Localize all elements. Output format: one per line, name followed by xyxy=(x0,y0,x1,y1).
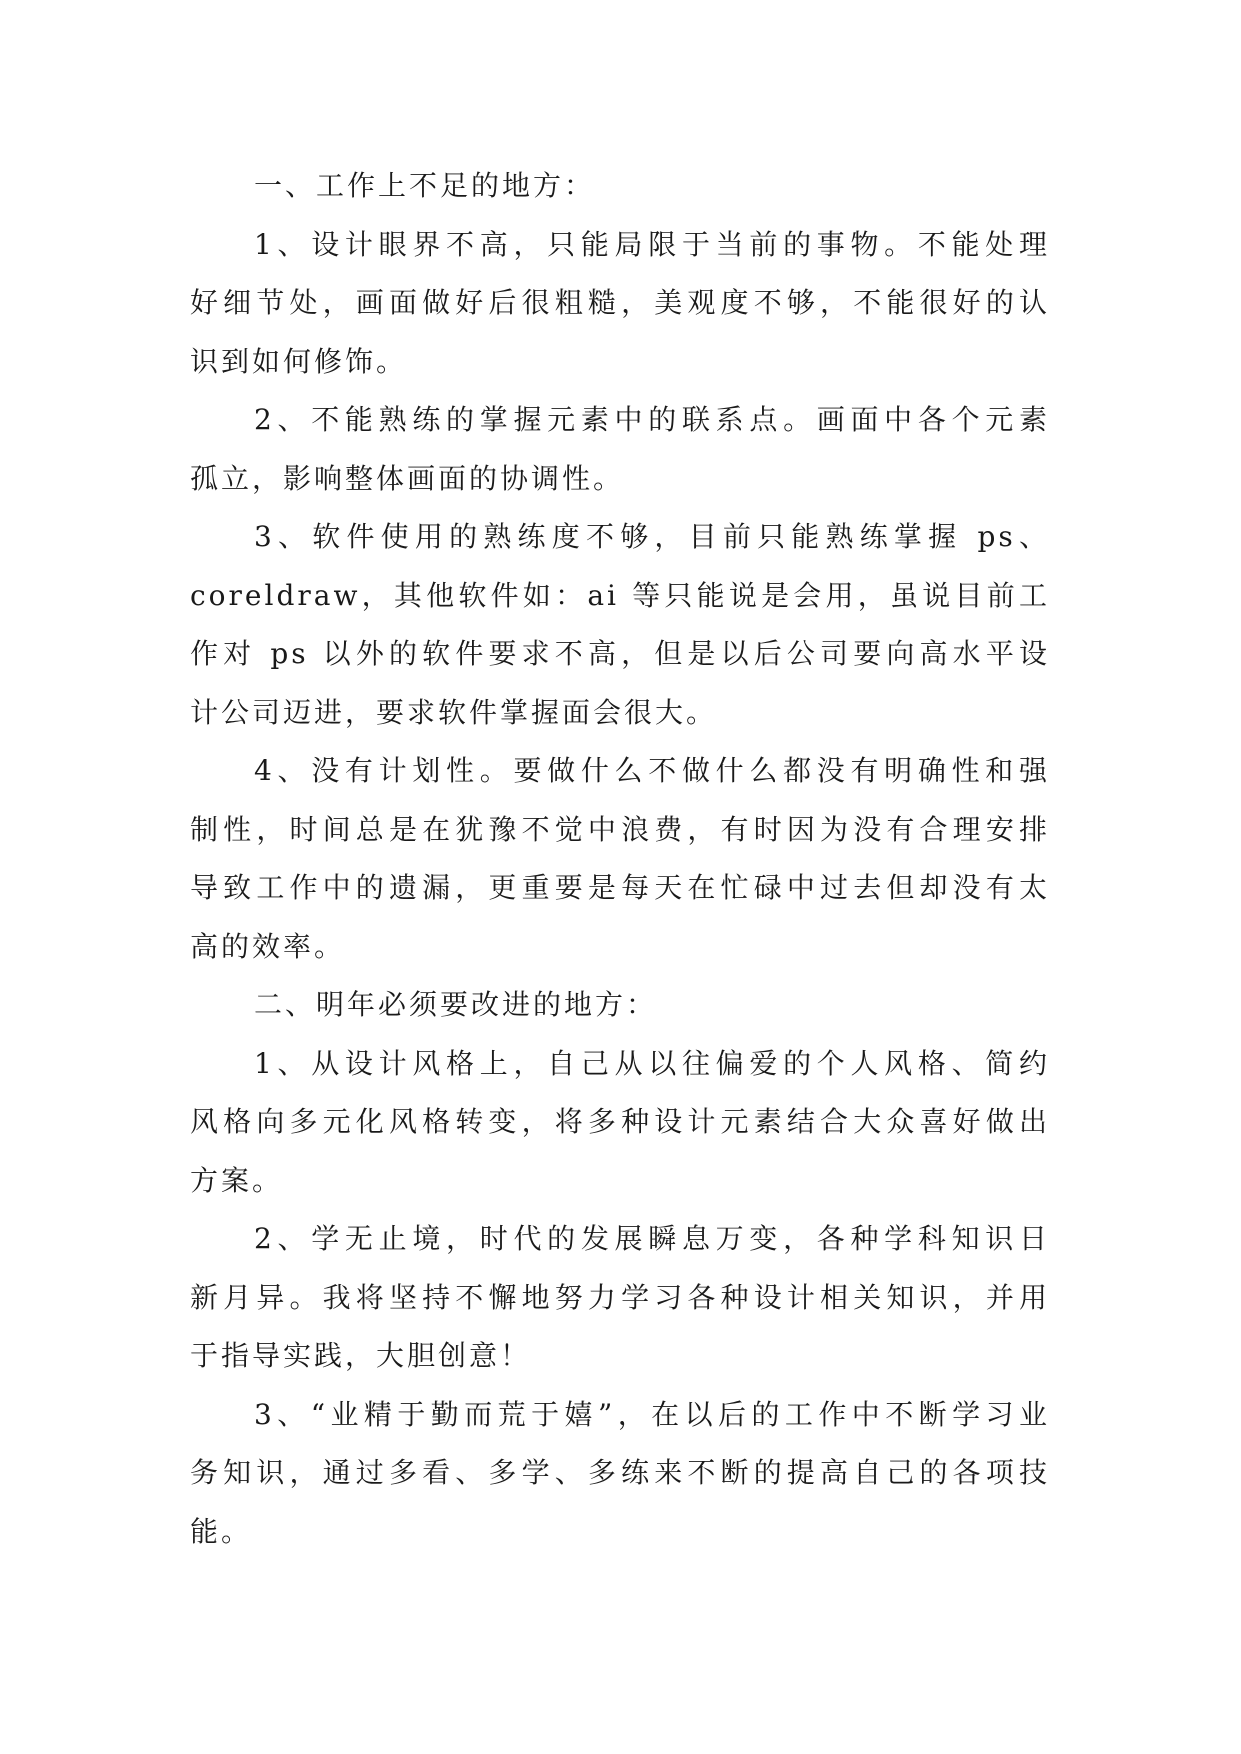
section-heading-shortcomings xyxy=(190,157,1050,216)
paragraph-improvement-2 xyxy=(190,1210,1050,1386)
paragraph-line: 4、没有计划性。要做什么不做什么都没有明确性和强 xyxy=(254,754,1050,787)
paragraph-shortcoming-3 xyxy=(190,508,1050,742)
paragraph-line: 方案。 xyxy=(190,1163,284,1197)
paragraph-line: 计公司迈进，要求软件掌握面会很大。 xyxy=(190,695,718,729)
paragraph-improvement-3 xyxy=(190,1386,1050,1562)
section-heading: 二、明年必须要改进的地方： xyxy=(254,988,658,1021)
paragraph-line: 好细节处，画面做好后很粗糙，美观度不够，不能很好的认 xyxy=(190,286,1050,319)
paragraph-line: 1、设计眼界不高，只能局限于当前的事物。不能处理 xyxy=(254,227,1050,261)
paragraph-improvement-1 xyxy=(190,1035,1050,1211)
paragraph-line: 2、不能熟练的掌握元素中的联系点。画面中各个元素 xyxy=(254,403,1050,436)
paragraph-line: 能。 xyxy=(190,1514,253,1548)
paragraph-line: 制性，时间总是在犹豫不觉中浪费，有时因为没有合理安排 xyxy=(190,812,1050,846)
section-heading: 一、工作上不足的地方： xyxy=(254,169,596,202)
paragraph-line: coreldraw，其他软件如：ai 等只能说是会用，虽说目前工 xyxy=(190,578,1050,612)
paragraph-line: 2、学无止境，时代的发展瞬息万变，各种学科知识日 xyxy=(254,1222,1050,1255)
paragraph-shortcoming-2 xyxy=(190,391,1050,508)
section-heading-improvements xyxy=(190,976,1050,1035)
paragraph-line: 新月异。我将坚持不懈地努力学习各种设计相关知识，并用 xyxy=(190,1280,1050,1314)
paragraph-line: 高的效率。 xyxy=(190,929,346,963)
paragraph-shortcoming-1 xyxy=(190,216,1050,392)
paragraph-line: 孤立，影响整体画面的协调性。 xyxy=(190,461,625,495)
paragraph-line: 3、软件使用的熟练度不够，目前只能熟练掌握 ps、 xyxy=(254,520,1050,553)
paragraph-line: 风格向多元化风格转变，将多种设计元素结合大众喜好做出 xyxy=(190,1105,1050,1138)
paragraph-line: 务知识，通过多看、多学、多练来不断的提高自己的各项技 xyxy=(190,1456,1050,1489)
paragraph-shortcoming-4 xyxy=(190,742,1050,976)
paragraph-line: 1、从设计风格上，自己从以往偏爱的个人风格、简约 xyxy=(254,1046,1050,1080)
paragraph-line: 3、“业精于勤而荒于嬉”，在以后的工作中不断学习业 xyxy=(254,1397,1050,1431)
document-body xyxy=(190,157,1050,1561)
paragraph-line: 作对 ps 以外的软件要求不高，但是以后公司要向高水平设 xyxy=(190,637,1050,670)
paragraph-line: 于指导实践，大胆创意！ xyxy=(190,1339,532,1372)
paragraph-line: 识到如何修饰。 xyxy=(190,344,408,378)
paragraph-line: 导致工作中的遗漏，更重要是每天在忙碌中过去但却没有太 xyxy=(190,871,1050,904)
